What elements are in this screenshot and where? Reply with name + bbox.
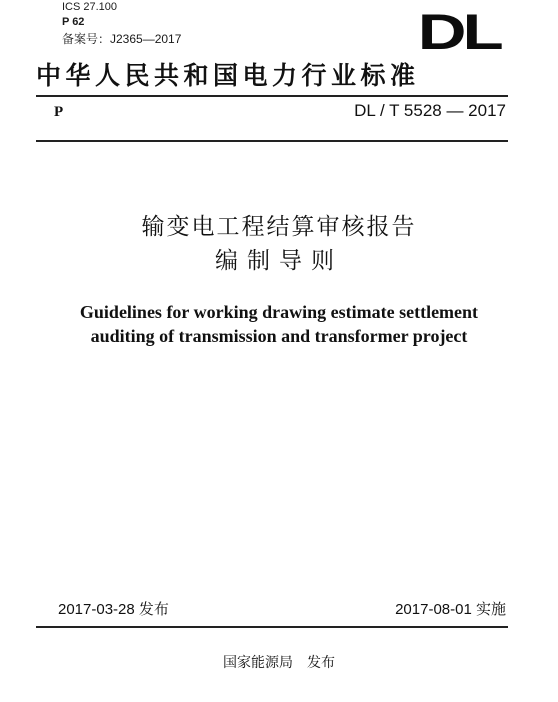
publisher-action: 发布 (307, 655, 335, 671)
ics-code: ICS 27.100 (62, 1, 118, 13)
standard-number: DL / T 5528 — 2017 (354, 101, 506, 120)
publish-date: 2017-03-28 发布 (58, 601, 169, 618)
classification-code: P 62 (62, 16, 85, 28)
bottom-rule (36, 626, 508, 628)
filing-number: 备案号：J2365—2017 (62, 32, 182, 46)
middle-rule (36, 140, 508, 142)
top-rule (36, 95, 508, 97)
dl-logo: DL (418, 4, 500, 60)
category-letter: P (54, 104, 64, 120)
english-title-line-2: auditing of transmission and transformer project (90, 326, 468, 346)
chinese-title-line-1: 输变电工程结算审核报告 (141, 214, 417, 240)
publisher-name: 国家能源局 (223, 655, 293, 671)
english-title-line-1: Guidelines for working drawing estimate settlement (79, 302, 479, 322)
chinese-title-line-2: 编制导则 (215, 248, 343, 274)
publisher-line (0, 654, 558, 672)
issuer-title: 中华人民共和国电力行业标准 (36, 61, 420, 90)
implement-date: 2017-08-01 实施 (395, 601, 506, 618)
